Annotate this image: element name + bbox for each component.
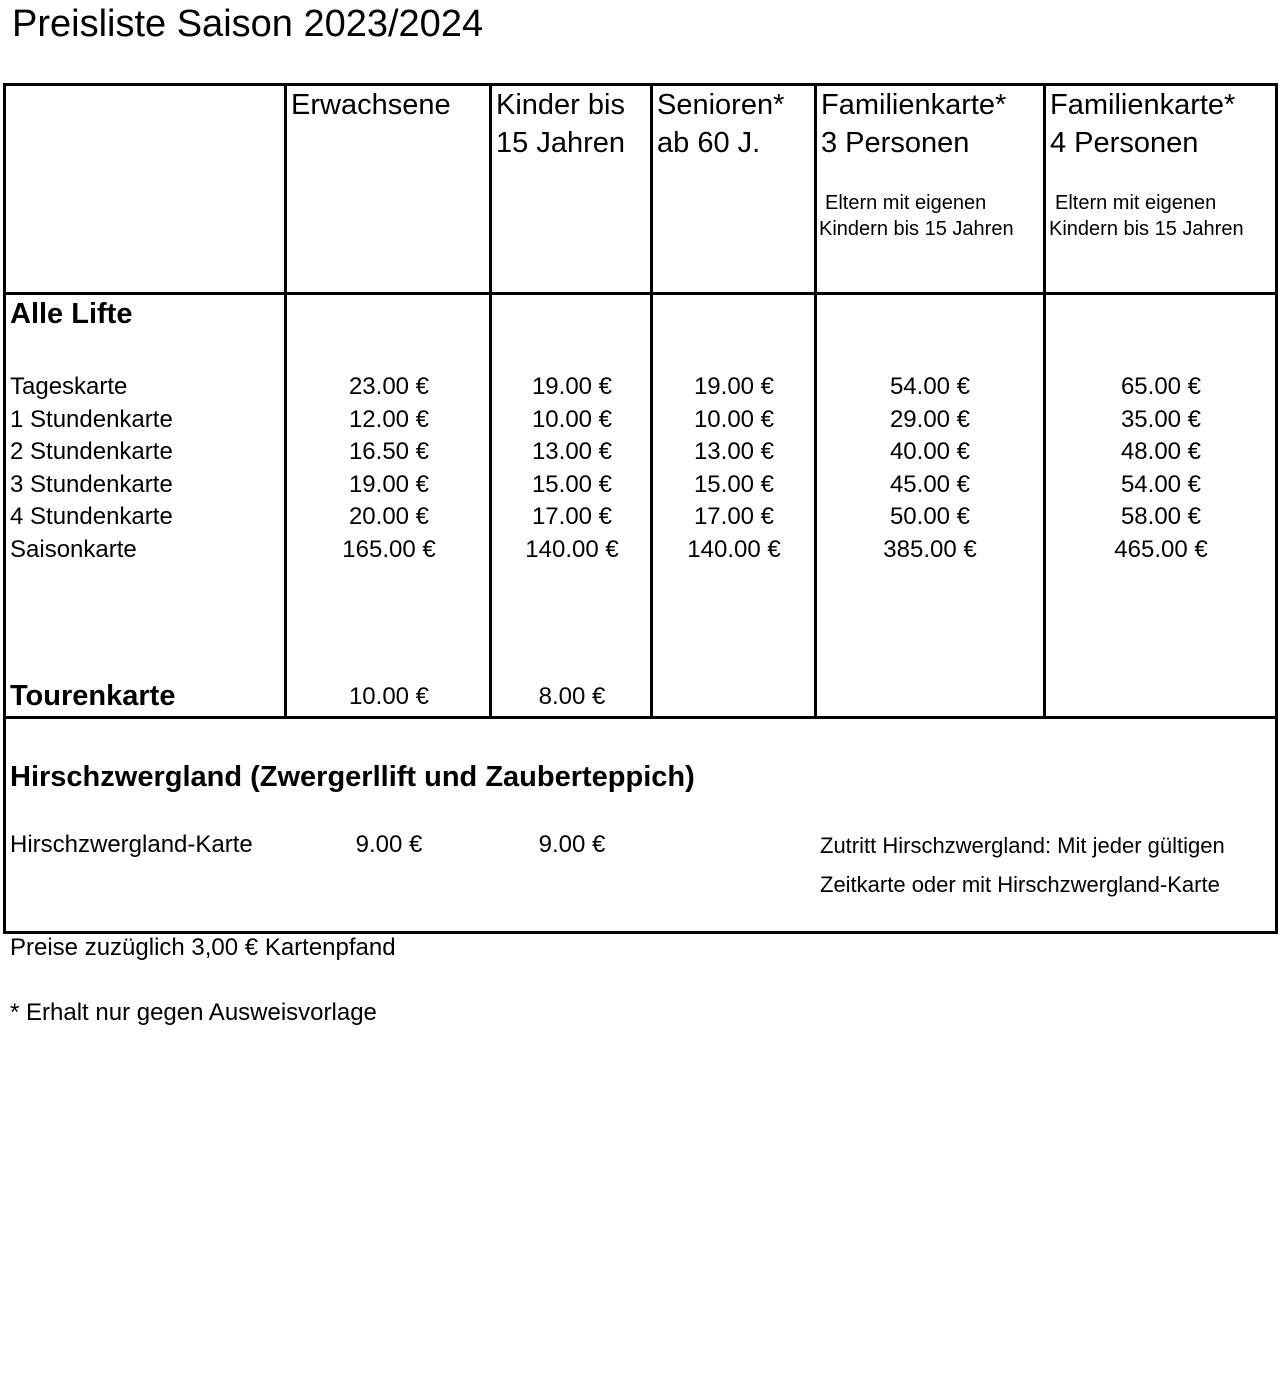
- hirschzwergland-note-line: Zeitkarte oder mit Hirschzwergland-Karte: [820, 872, 1220, 897]
- price-cell: 9.00 €: [538, 831, 606, 858]
- column-header-seniors: [657, 86, 784, 162]
- column-header-line: Familienkarte*: [1050, 89, 1236, 121]
- price-column-seniors: [634, 371, 834, 566]
- price-cell: 15.00 €: [531, 470, 613, 498]
- price-cell: 19.00 €: [348, 470, 430, 498]
- price-cell: 23.00 €: [348, 373, 430, 400]
- price-cell: 29.00 €: [889, 405, 971, 433]
- column-divider: [1043, 83, 1046, 719]
- price-cell: 17.00 €: [531, 503, 613, 530]
- family-3-note: [819, 190, 1014, 242]
- ticket-label: 4 Stundenkarte: [10, 503, 173, 530]
- price-cell: 35.00 €: [1120, 405, 1202, 433]
- price-cell: 40.00 €: [889, 438, 971, 465]
- tourenkarte-price-children: [472, 681, 672, 714]
- price-cell: 19.00 €: [693, 373, 775, 400]
- column-header-line: Familienkarte*: [821, 89, 1007, 121]
- price-cell: 10.00 €: [693, 405, 775, 433]
- ticket-label: Tageskarte: [10, 373, 128, 400]
- column-header-line: Erwachsene: [291, 89, 451, 121]
- price-cell: 54.00 €: [1120, 470, 1202, 498]
- family-note-line: Kindern bis 15 Jahren: [819, 218, 1014, 240]
- price-cell: 13.00 €: [531, 438, 613, 465]
- price-cell: 48.00 €: [1120, 438, 1202, 465]
- header-divider: [3, 292, 1278, 295]
- price-cell: 10.00 €: [531, 405, 613, 433]
- price-cell: 140.00 €: [687, 535, 781, 563]
- price-column-adults: [289, 371, 489, 566]
- price-column-family-3: [830, 371, 1030, 566]
- price-cell: 12.00 €: [348, 405, 430, 433]
- column-header-adults: [291, 86, 451, 124]
- hirschzwergland-note-line: Zutritt Hirschzwergland: Mit jeder gültigen: [820, 833, 1225, 858]
- ticket-label: 2 Stundenkarte: [10, 438, 173, 465]
- price-cell: 50.00 €: [889, 503, 971, 530]
- price-cell: 19.00 €: [531, 373, 613, 400]
- column-header-family-3: [821, 86, 1006, 162]
- id-footnote: * Erhalt nur gegen Ausweisvorlage: [10, 999, 377, 1026]
- price-cell: 140.00 €: [525, 535, 619, 563]
- page-title: Preisliste Saison 2023/2024: [12, 3, 484, 45]
- column-header-children: [496, 86, 625, 162]
- price-cell: 54.00 €: [889, 373, 971, 400]
- price-cell: 65.00 €: [1120, 373, 1202, 400]
- price-cell: 165.00 €: [342, 535, 436, 563]
- price-cell: 20.00 €: [348, 503, 430, 530]
- ticket-label: 3 Stundenkarte: [10, 470, 173, 498]
- price-column-family-4: [1061, 371, 1261, 566]
- hirschzwergland-label: Hirschzwergland-Karte: [10, 831, 253, 858]
- price-cell: 13.00 €: [693, 438, 775, 465]
- family-note-line: Eltern mit eigenen: [825, 192, 987, 214]
- column-header-line: 4 Personen: [1050, 127, 1199, 159]
- price-cell: 8.00 €: [538, 683, 606, 710]
- price-cell: 465.00 €: [1114, 535, 1208, 563]
- price-cell: 16.50 €: [348, 438, 430, 465]
- ticket-label: Saisonkarte: [10, 535, 137, 563]
- column-header-line: Kinder bis: [496, 89, 625, 121]
- price-cell: 15.00 €: [693, 470, 775, 498]
- hirschzwergland-price-adults: [289, 829, 489, 862]
- column-header-family-4: [1050, 86, 1235, 162]
- column-divider: [284, 83, 287, 719]
- column-header-line: ab 60 J.: [657, 127, 761, 159]
- column-header-line: 15 Jahren: [496, 127, 625, 159]
- family-4-note: [1049, 190, 1244, 242]
- hirschzwergland-price-children: [472, 829, 672, 862]
- family-note-line: Eltern mit eigenen: [1055, 192, 1217, 214]
- ticket-labels: [10, 371, 173, 566]
- price-cell: 45.00 €: [889, 470, 971, 498]
- price-cell: 385.00 €: [883, 535, 977, 563]
- price-cell: 9.00 €: [355, 831, 423, 858]
- ticket-label: 1 Stundenkarte: [10, 405, 173, 433]
- column-header-line: 3 Personen: [821, 127, 970, 159]
- family-note-line: Kindern bis 15 Jahren: [1049, 218, 1244, 240]
- hirschzwergland-note: [820, 826, 1225, 904]
- tourenkarte-label: Tourenkarte: [10, 680, 176, 712]
- section-heading-hirschzwergland: Hirschzwergland (Zwergerllift und Zauberteppich): [10, 761, 695, 793]
- deposit-note: Preise zuzüglich 3,00 € Kartenpfand: [10, 934, 396, 961]
- section-heading-alle-lifte: Alle Lifte: [10, 298, 133, 330]
- column-header-line: Senioren*: [657, 89, 785, 121]
- price-cell: 58.00 €: [1120, 503, 1202, 530]
- price-cell: 10.00 €: [348, 683, 430, 710]
- price-cell: 17.00 €: [693, 503, 775, 530]
- tourenkarte-price-adults: [289, 681, 489, 714]
